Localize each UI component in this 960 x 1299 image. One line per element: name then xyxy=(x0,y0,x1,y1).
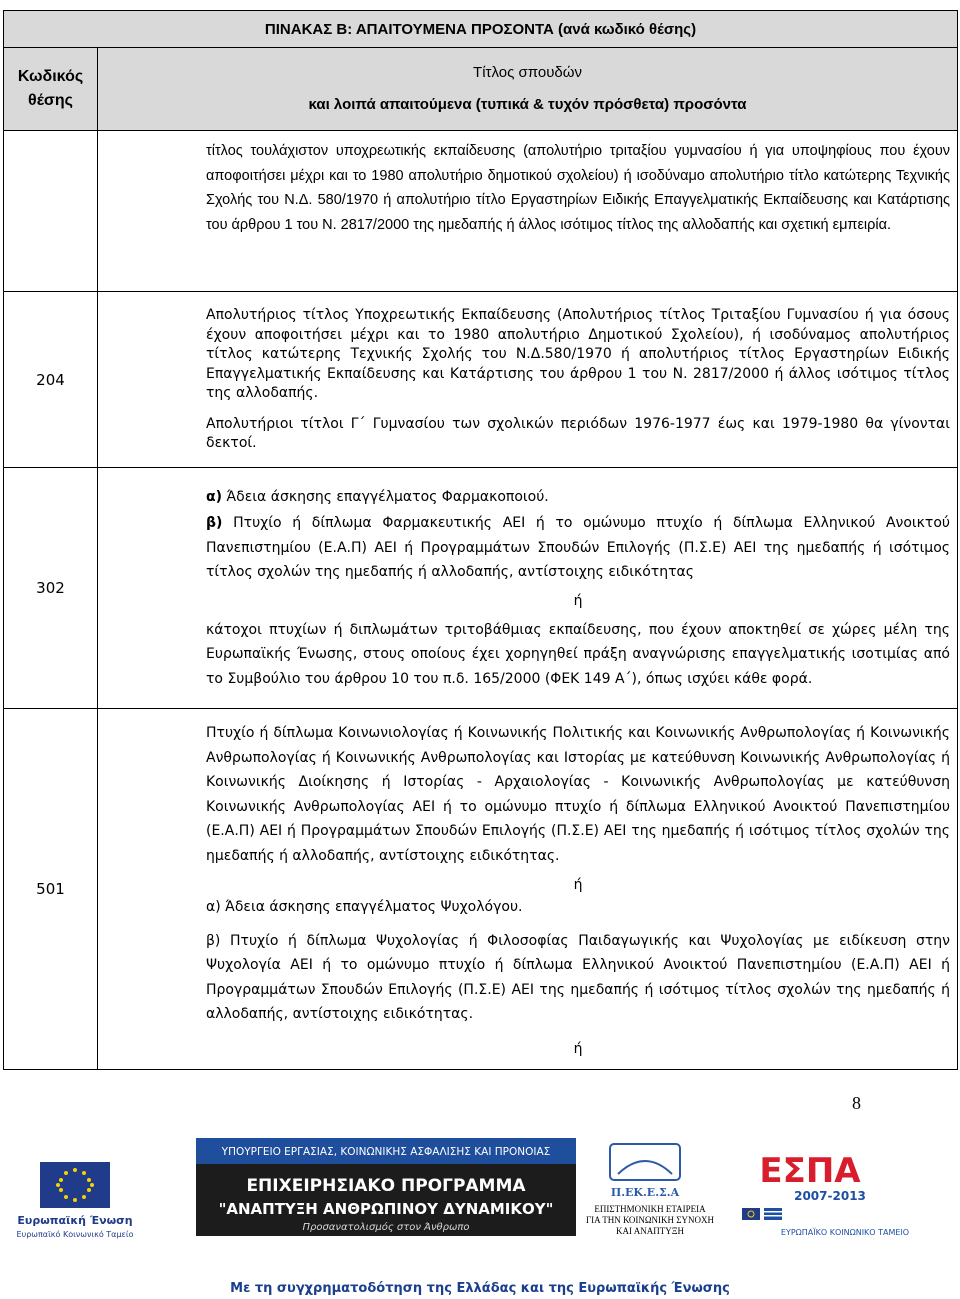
page-number: 8 xyxy=(852,1093,861,1113)
item-label: β) xyxy=(206,515,223,532)
pekesa-logo-icon xyxy=(610,1144,680,1180)
table-row xyxy=(4,292,958,468)
row-description xyxy=(98,292,958,468)
eu-fund: Ευρωπαϊκό Κοινωνικό Ταμείο xyxy=(16,1230,134,1239)
row-code: 302 xyxy=(4,468,98,709)
eu-flag-icon xyxy=(40,1162,110,1208)
greek-flag-icon xyxy=(764,1208,782,1220)
or-separator: ή xyxy=(573,1040,583,1057)
program-title-line2: "ΑΝΑΠΤΥΞΗ ΑΝΘΡΩΠΙΝΟΥ ΔΥΝΑΜΙΚΟΥ" xyxy=(218,1200,554,1218)
item-text: Άδεια άσκησης επαγγέλματος Φαρμακοποιού. xyxy=(226,488,549,505)
espa-years: 2007-2013 xyxy=(794,1189,866,1203)
row-description xyxy=(98,709,958,1070)
table-row xyxy=(4,131,958,292)
header-desc-line1: Τίτλος σπουδών xyxy=(473,64,582,81)
row-description xyxy=(98,468,958,709)
footer-banner xyxy=(0,1134,960,1299)
requirement-item-a: α) Άδεια άσκησης επαγγέλματος Ψυχολόγου. xyxy=(206,899,523,916)
ministry-text: ΥΠΟΥΡΓΕΙΟ ΕΡΓΑΣΙΑΣ, ΚΟΙΝΩΝΙΚΗΣ ΑΣΦΑΛΙΣΗΣ ΚΑΙ ΠΡΟΝΟΙΑΣ xyxy=(221,1146,551,1158)
table-row xyxy=(4,709,958,1070)
requirement-paragraph: Πτυχίο ή δίπλωμα Κοινωνιολογίας ή Κοινωνικής Πολιτικής και Κοινωνικής Ανθρωπολογίας ή Κοινωνικής Ανθρωπολογίας ή Κοινωνικής Ανθρωπολογίας και Ιστορίας με κατεύθυνση Κοινωνικής Ανθρωπολογίας ή Κοινωνικής Διοίκησης ή Ιστορίας - Αρχαιολογίας - Κοινωνικής Ανθρωπολογίας με κατεύθυνση Κοινωνικής Ανθρωπολογίας ΑΕΙ ή το ομώνυμο πτυχίο ή δίπλωμα Ελληνικού Ανοικτού Πανεπιστημίου (Ε.Α.Π) ΑΕΙ ή Προγραμμάτων Σπουδών Επιλογής (Π.Σ.Ε) ΑΕΙ της ημεδαπής ή ισότιμος τίτλος σχολών της ημεδαπής ή αλλοδαπής, αντίστοιχης ειδικότητας. xyxy=(206,725,950,864)
eu-small-flag-icon xyxy=(742,1208,760,1220)
item-label: α) xyxy=(206,488,223,505)
requirement-item-b: β) Πτυχίο ή δίπλωμα Ψυχολογίας ή Φιλοσοφίας Παιδαγωγικής και Ψυχολογίας με ειδίκευση στην Ψυχολογία ΑΕΙ ή το ομώνυμο πτυχίο ή δίπλωμα Ελληνικού Ανοικτού Πανεπιστημίου (Ε.Α.Π) ΑΕΙ ή Προγραμμάτων Σπουδών Επιλογής (Π.Σ.Ε) ΑΕΙ της ημεδαπής ή ισότιμος τίτλος σχολών της ημεδαπής ή αλλοδαπής, αντίστοιχης ειδικότητας. xyxy=(206,932,950,1023)
requirement-item-a xyxy=(206,485,950,510)
program-slogan: Προσανατολισμός στον Άνθρωπο xyxy=(302,1222,470,1233)
footer-banner-graphic xyxy=(0,1134,960,1299)
row-description xyxy=(98,131,958,292)
espa-logo: ΕΣΠΑ xyxy=(759,1151,861,1191)
header-code-line2: θέσης xyxy=(28,92,73,109)
pekesa-line1: ΕΠΙΣΤΗΜΟΝΙΚΗ ΕΤΑΙΡΕΙΑ xyxy=(594,1204,706,1214)
pekesa-logo-text: Π.ΕΚ.Ε.Σ.Α xyxy=(610,1186,680,1199)
header-code-cell xyxy=(4,48,98,131)
or-separator: ή xyxy=(573,877,583,894)
requirements-table xyxy=(3,10,958,1070)
header-desc-line2: και λοιπά απαιτούμενα (τυπικά & τυχόν πρόσθετα) προσόντα xyxy=(308,96,747,113)
espa-caption: ΕΥΡΩΠΑΪΚΟ ΚΟΙΝΩΝΙΚΟ ΤΑΜΕΙΟ xyxy=(780,1228,910,1237)
requirement-item-b xyxy=(206,511,950,585)
or-separator: ή xyxy=(573,592,583,609)
header-description-cell xyxy=(98,48,958,131)
item-text: Πτυχίο ή δίπλωμα Φαρμακευτικής ΑΕΙ ή το ομώνυμο πτυχίο ή δίπλωμα Ελληνικού Ανοικτού Πανεπιστημίου (Ε.Α.Π) ΑΕΙ ή Προγραμμάτων Σπουδών Επιλογής (Π.Σ.Ε) ΑΕΙ της ημεδαπής ή ισότιμος τίτλος σχολών της ημεδαπής ή αλλοδαπής, αντίστοιχης ειδικότητας xyxy=(206,515,951,581)
pekesa-line3: ΚΑΙ ΑΝΑΠΤΥΞΗ xyxy=(615,1226,685,1236)
requirement-paragraph: Απολυτήριος τίτλος Υποχρεωτικής Εκπαίδευσης (Απολυτήριος τίτλος Τριταξίου Γυμνασίου ή για όσους έχουν αποφοιτήσει μέχρι και το 1980 απολυτήριο Δημοτικού Σχολείου), ή ισοδύναμος απολυτήριος τίτλος κατώτερης Τεχνικής Σχολής του Ν.Δ.580/1970 ή απολυτήριος τίτλος Εργαστηρίων Ειδικής Επαγγελματικής Εκπαίδευσης και Κατάρτισης του άρθρου 1 του Ν. 2817/2000 ή άλλος ισότιμος τίτλος της αλλοδαπής. xyxy=(206,307,950,402)
table-row xyxy=(4,468,958,709)
row-code: 204 xyxy=(4,292,98,468)
requirement-paragraph: Απολυτήριοι τίτλοι Γ΄ Γυμνασίου των σχολικών περιόδων 1976-1977 έως και 1979-1980 θα γίνονται δεκτοί. xyxy=(206,415,950,452)
header-code-line1: Κωδικός xyxy=(17,68,84,85)
pekesa-line2: ΓΙΑ ΤΗΝ ΚΟΙΝΩΝΙΚΗ ΣΥΝΟΧΗ xyxy=(585,1215,715,1225)
table-title: ΠΙΝΑΚΑΣ Β: ΑΠΑΙΤΟΥΜΕΝΑ ΠΡΟΣΟΝΤΑ (ανά κωδικό θέσης) xyxy=(4,11,958,48)
continuation-text: τίτλος τουλάχιστον υποχρεωτικής εκπαίδευσης (απολυτήριο τριταξίου γυμνασίου ή για υποψηφίους που έχουν αποφοιτήσει μέχρι και το 1980 απολυτήριο δημοτικού σχολείου) ή ισοδύναμο απολυτήριο τίτλο κατώτερης Τεχνικής Σχολής του Ν.Δ. 580/1970 ή απολυτήριο τίτλο Εργαστηρίων Ειδικής Επαγγελματικής Εκπαίδευσης και Κατάρτισης του άρθρου 1 του Ν. 2817/2000 της ημεδαπής ή άλλος ισότιμος τίτλος της αλλοδαπής και σχετική εμπειρία. xyxy=(206,143,950,233)
eu-name: Ευρωπαϊκή Ένωση xyxy=(17,1214,133,1227)
row-code: 501 xyxy=(4,709,98,1070)
row-code xyxy=(4,131,98,292)
cofinance-text: Με τη συγχρηματοδότηση της Ελλάδας και της Ευρωπαϊκής Ένωσης xyxy=(230,1281,730,1296)
program-title-line1: ΕΠΙΧΕΙΡΗΣΙΑΚΟ ΠΡΟΓΡΑΜΜΑ xyxy=(246,1176,526,1196)
requirement-item-c: κάτοχοι πτυχίων ή διπλωμάτων τριτοβάθμιας εκπαίδευσης, που έχουν αποκτηθεί σε χώρες μέλη της Ευρωπαϊκής Ένωσης, στους οποίους έχει χορηγηθεί πράξη αναγνώρισης επαγγελματικής ισοτιμίας από το Συμβούλιο του άρθρου 10 του π.δ. 165/2000 (ΦΕΚ 149 Α΄), όπως ισχύει κάθε φορά. xyxy=(206,621,950,687)
